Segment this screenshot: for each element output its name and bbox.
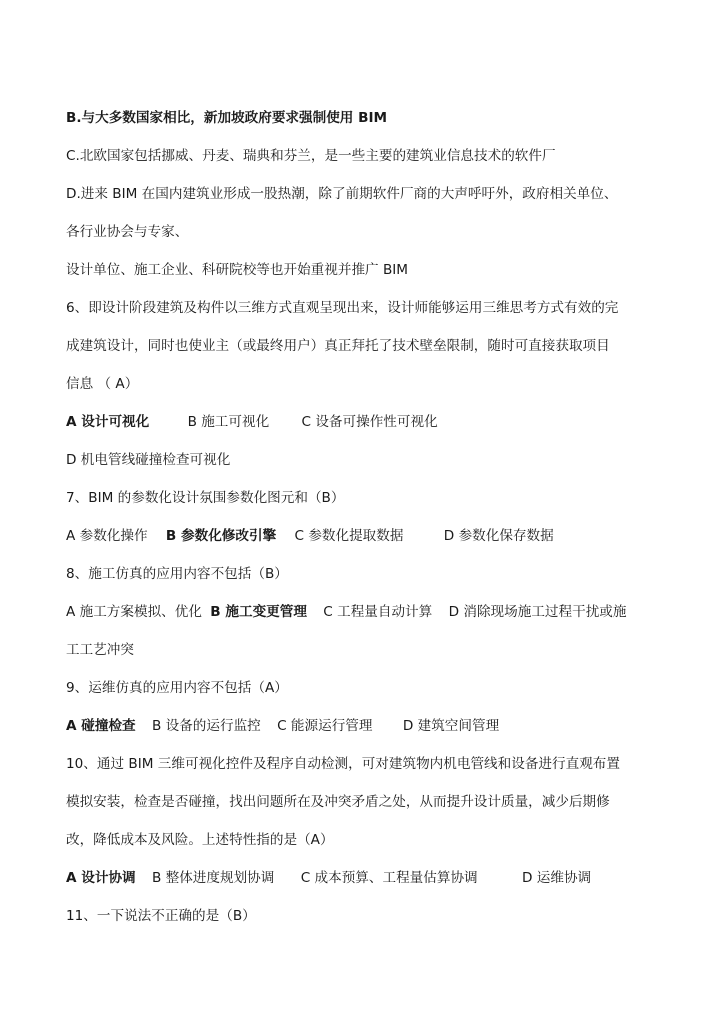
question-7-options xyxy=(66,526,554,546)
option-d-continued-2: 设计单位、施工企业、科研院校等也开始重视并推广 BIM xyxy=(66,262,409,278)
q7-option-b: B 参数化修改引擎 xyxy=(165,528,277,544)
question-6-stem-1: 6、即设计阶段建筑及构件以三维方式直观呈现出来，设计师能够运用三维思考方式有效的完 xyxy=(66,300,619,316)
question-6-stem-2: 成建筑设计，同时也使业主（或最终用户）真正拜托了技术壁垒限制，随时可直接获取项目 xyxy=(66,338,610,354)
question-6-options xyxy=(66,412,438,432)
question-11-stem: 11、一下说法不正确的是（B） xyxy=(66,908,256,924)
q9-option-b: B 设备的运行监控 xyxy=(151,718,261,734)
option-b-answer: B.与大多数国家相比，新加坡政府要求强制使用 BIM xyxy=(66,110,388,126)
q9-option-a: A 碰撞检查 xyxy=(66,718,136,734)
q10-option-d: D 运维协调 xyxy=(521,870,592,886)
q6-option-d: D 机电管线碰撞检查可视化 xyxy=(66,452,231,468)
q6-option-c: C 设备可操作性可视化 xyxy=(301,414,438,430)
q8-option-a: A 施工方案模拟、优化 xyxy=(66,604,202,620)
question-9-stem: 9、运维仿真的应用内容不包括（A） xyxy=(66,680,288,696)
q7-option-c: C 参数化提取数据 xyxy=(294,528,404,544)
question-6-stem-3: 信息 （ A） xyxy=(66,376,139,392)
option-d-continued: 各行业协会与专家、 xyxy=(66,224,189,240)
q8-option-c: C 工程量自动计算 xyxy=(323,604,433,620)
q10-option-c: C 成本预算、工程量估算协调 xyxy=(300,870,478,886)
q7-option-a: A 参数化操作 xyxy=(66,528,148,544)
q8-option-d-continued: 工工艺冲突 xyxy=(66,642,134,658)
option-c: C.北欧国家包括挪威、丹麦、瑞典和芬兰，是一些主要的建筑业信息技术的软件厂 xyxy=(66,148,556,164)
q10-option-a: A 设计协调 xyxy=(66,870,136,886)
q8-option-d: D 消除现场施工过程干扰或施 xyxy=(448,604,627,620)
q6-option-b: B 施工可视化 xyxy=(187,414,270,430)
question-10-stem-2: 模拟安装，检查是否碰撞，找出问题所在及冲突矛盾之处，从而提升设计质量，减少后期修 xyxy=(66,794,610,810)
option-d: D.进来 BIM 在国内建筑业形成一股热潮，除了前期软件厂商的大声呼吁外，政府相关单位、 xyxy=(66,186,618,202)
q10-option-b: B 整体进度规划协调 xyxy=(151,870,275,886)
q7-option-d: D 参数化保存数据 xyxy=(443,528,554,544)
question-9-options xyxy=(66,716,499,736)
question-10-stem-3: 改，降低成本及风险。上述特性指的是（A） xyxy=(66,832,334,848)
question-10-stem-1: 10、通过 BIM 三维可视化控件及程序自动检测，可对建筑物内机电管线和设备进行直观布置 xyxy=(66,756,620,772)
question-7-stem: 7、BIM 的参数化设计氛围参数化图元和（B） xyxy=(66,490,345,506)
question-8-stem: 8、施工仿真的应用内容不包括（B） xyxy=(66,566,288,582)
q8-option-b: B 施工变更管理 xyxy=(210,604,307,620)
question-8-options xyxy=(66,602,627,622)
question-10-options xyxy=(66,868,591,888)
q9-option-c: C 能源运行管理 xyxy=(277,718,373,734)
q6-option-a: A 设计可视化 xyxy=(66,414,150,430)
q9-option-d: D 建筑空间管理 xyxy=(402,718,500,734)
